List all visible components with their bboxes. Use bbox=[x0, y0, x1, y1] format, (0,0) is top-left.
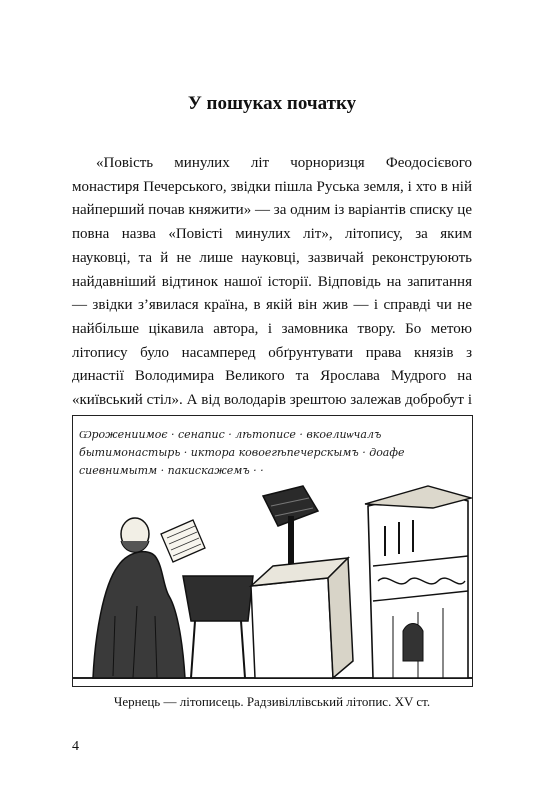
monastery-tower bbox=[365, 486, 471, 678]
manuscript-line-2: бытимонастырь · иктора ковоегѣпечерскымъ · доафе bbox=[79, 446, 405, 459]
writing-desk bbox=[183, 576, 253, 678]
figure-caption: Чернець — літописець. Радзивіллівський літопис. XV ст. bbox=[113, 694, 431, 709]
manuscript-line-1: Ѡрожениимоє · сенапис · лѣтописе · вкоелиѡчалъ bbox=[79, 428, 382, 441]
monk-beard bbox=[121, 541, 149, 552]
altar-block bbox=[251, 558, 353, 678]
manuscript-line-3: сиевнимытм · пакискажемъ · · bbox=[79, 464, 264, 477]
manuscript-drawing bbox=[73, 416, 472, 686]
scroll bbox=[161, 520, 205, 562]
tower-doorway bbox=[403, 624, 423, 662]
page-title: У пошуках початку bbox=[187, 93, 357, 114]
manuscript-illustration bbox=[72, 415, 473, 687]
page-number: 4 bbox=[72, 739, 79, 754]
body-text bbox=[72, 152, 472, 436]
body-paragraph: «Повість минулих літ чорноризця Феодосієвого монастиря Печерського, звідки пішла Руська земля, і хто в ній найперший почав княжити» — за одним із варіантів списку це повна назва «Повісті минулих літ», літопису, за яким науковці, та й не лише науковці, зазвичай реконструюють найдавніший відтинок нашої історії. Відповідь на запитання — звідки з’явилася країна, в якій він жив — і справді чи не найбільше цікавила автора, і замовника твору. Бо метою літопису було насамперед обґрунтувати права князів з династії Володимира Великого та Ярослава Мудрого на «київський стіл». А від володарів зрештою залежав добробут і bbox=[72, 155, 472, 409]
